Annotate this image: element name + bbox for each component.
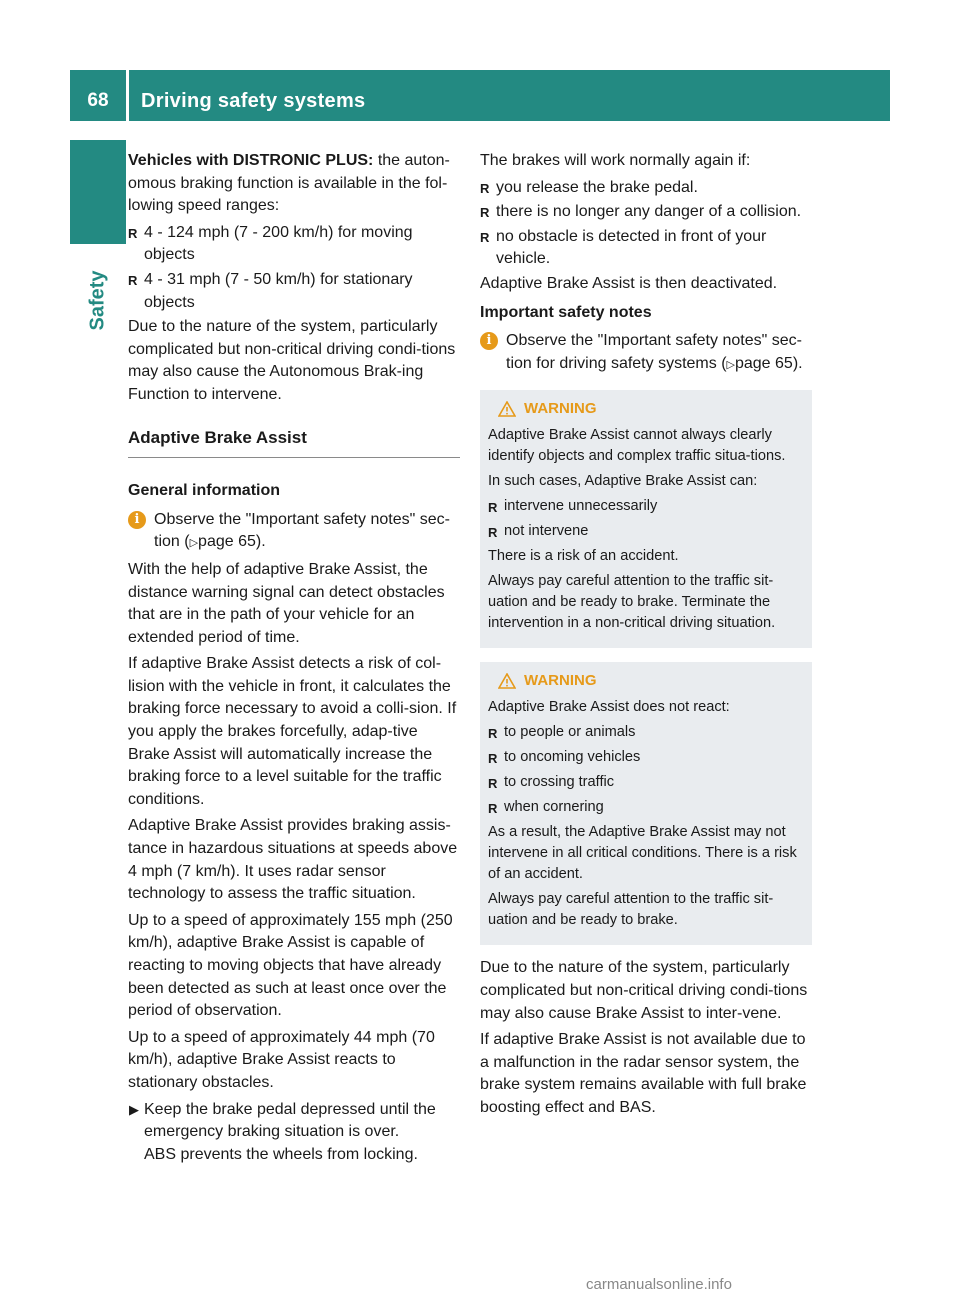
warning-text: Adaptive Brake Assist does not react: xyxy=(488,699,730,716)
side-tab-block xyxy=(70,140,126,244)
action-arrow-icon: ▶ xyxy=(129,1101,139,1117)
warning-text: As a result, the Adaptive Brake Assist may not intervene in all critical conditions. There is a risk of an accident. xyxy=(488,824,797,883)
safety-notes-title: Important safety notes xyxy=(480,303,652,321)
warning-text: Adaptive Brake Assist cannot always clearly identify objects and complex traffic situa-tions. xyxy=(488,427,786,465)
action-step xyxy=(128,1099,460,1167)
list-item: R 4 - 31 mph (7 - 50 km/h) for stationary objects xyxy=(128,269,460,314)
normal-intro: The brakes will work normally again if: xyxy=(480,152,751,169)
general-info-title: General information xyxy=(128,482,281,500)
page-ref-link[interactable]: page 65). xyxy=(734,354,803,372)
paragraph: Up to a speed of approximately 155 mph (250 km/h), adaptive Brake Assist is capable of reacting to moving objects that have already been detected as such at least once over the period of observation. xyxy=(128,911,453,1020)
warning-text: In such cases, Adaptive Brake Assist can: xyxy=(488,473,758,490)
page-ref-arrow-icon: ▷ xyxy=(726,358,735,371)
page-number: 68 xyxy=(70,70,126,121)
paragraph: Due to the nature of the system, particularly complicated but non-critical driving condi-tions may also cause Brake Assist to inter-vene. xyxy=(480,959,808,1022)
distronic-paragraph xyxy=(128,150,460,218)
list-item: R to oncoming vehicles xyxy=(488,747,802,768)
action-result: ABS prevents the wheels from locking. xyxy=(144,1145,418,1163)
distronic-text: the auton-omous braking function is available in the fol-lowing speed ranges: xyxy=(128,152,450,215)
list-item: R not intervene xyxy=(488,521,802,542)
warning-label: WARNING xyxy=(524,672,597,690)
left-column xyxy=(128,150,460,1168)
list-item: R no obstacle is detected in front of your vehicle. xyxy=(480,226,812,271)
side-tab-label: Safety xyxy=(86,269,109,331)
paragraph: If adaptive Brake Assist is not available due to a malfunction in the radar sensor system, the brake system remains available with full brake boosting effect and BAS. xyxy=(480,1031,807,1116)
info-icon: i xyxy=(128,511,146,529)
warning-header xyxy=(488,398,802,419)
warning-triangle-icon xyxy=(498,401,516,417)
list-item: R intervene unnecessarily xyxy=(488,496,802,517)
paragraph: With the help of adaptive Brake Assist, the distance warning signal can detect obstacles that are in the path of your vehicle for an extended period of time. xyxy=(128,560,445,646)
nature-paragraph: Due to the nature of the system, particularly complicated but non-critical driving condi-tions may also cause the Autonomous Brak-ing Function to intervene. xyxy=(128,318,456,403)
list-item: R there is no longer any danger of a collision. xyxy=(480,201,812,224)
warning-text: Always pay careful attention to the traffic sit-uation and be ready to brake. Terminate the intervention in a non-critical driving situation. xyxy=(488,573,776,632)
deactivated-text: Adaptive Brake Assist is then deactivated. xyxy=(480,274,778,292)
warning-header xyxy=(488,670,802,691)
warning-label: WARNING xyxy=(524,400,597,418)
distronic-lead: Vehicles with DISTRONIC PLUS: xyxy=(128,152,374,169)
watermark: carmanualsonline.info xyxy=(586,1276,732,1293)
list-item: R when cornering xyxy=(488,797,802,818)
warning-triangle-icon xyxy=(498,673,516,689)
action-text: Keep the brake pedal depressed until the emergency braking situation is over. xyxy=(144,1100,436,1141)
warning-box xyxy=(480,390,812,648)
list-item: R you release the brake pedal. xyxy=(480,177,812,200)
side-tab xyxy=(72,260,124,340)
page-ref-link[interactable]: page 65). xyxy=(198,533,266,551)
header-divider xyxy=(126,70,129,121)
list-item: R to people or animals xyxy=(488,722,802,743)
warning-text: Always pay careful attention to the traffic sit-uation and be ready to brake. xyxy=(488,891,774,929)
info-text: Observe the "Important safety notes" sec-tion for driving safety systems ( xyxy=(506,332,802,372)
paragraph: Adaptive Brake Assist provides braking assis-tance in hazardous situations at speeds above 4 mph (7 km/h). It uses radar sensor technology to assess the traffic situation. xyxy=(128,817,458,903)
paragraph: If adaptive Brake Assist detects a risk of col-lision with the vehicle in front, it calculates the braking force necessary to avoid a colli-sion. If you apply the brakes forcefully, adap-tive Brake Assist will automatically increase the braking force to a level suitable for the traffic conditions. xyxy=(128,655,457,808)
info-note xyxy=(128,509,460,555)
info-icon: i xyxy=(480,332,498,350)
page-ref-arrow-icon: ▷ xyxy=(189,537,199,550)
warning-box xyxy=(480,662,812,945)
list-item: R to crossing traffic xyxy=(488,772,802,793)
info-note xyxy=(480,330,812,376)
section-title: Adaptive Brake Assist xyxy=(128,427,460,459)
paragraph: Up to a speed of approximately 44 mph (70 km/h), adaptive Brake Assist reacts to stationary obstacles. xyxy=(128,1028,435,1091)
info-text: Observe the "Important safety notes" sec-tion ( xyxy=(154,510,450,551)
list-item: R 4 - 124 mph (7 - 200 km/h) for moving objects xyxy=(128,222,460,267)
warning-text: There is a risk of an accident. xyxy=(488,548,679,565)
right-column xyxy=(480,150,812,1124)
page-title: Driving safety systems xyxy=(141,90,366,112)
